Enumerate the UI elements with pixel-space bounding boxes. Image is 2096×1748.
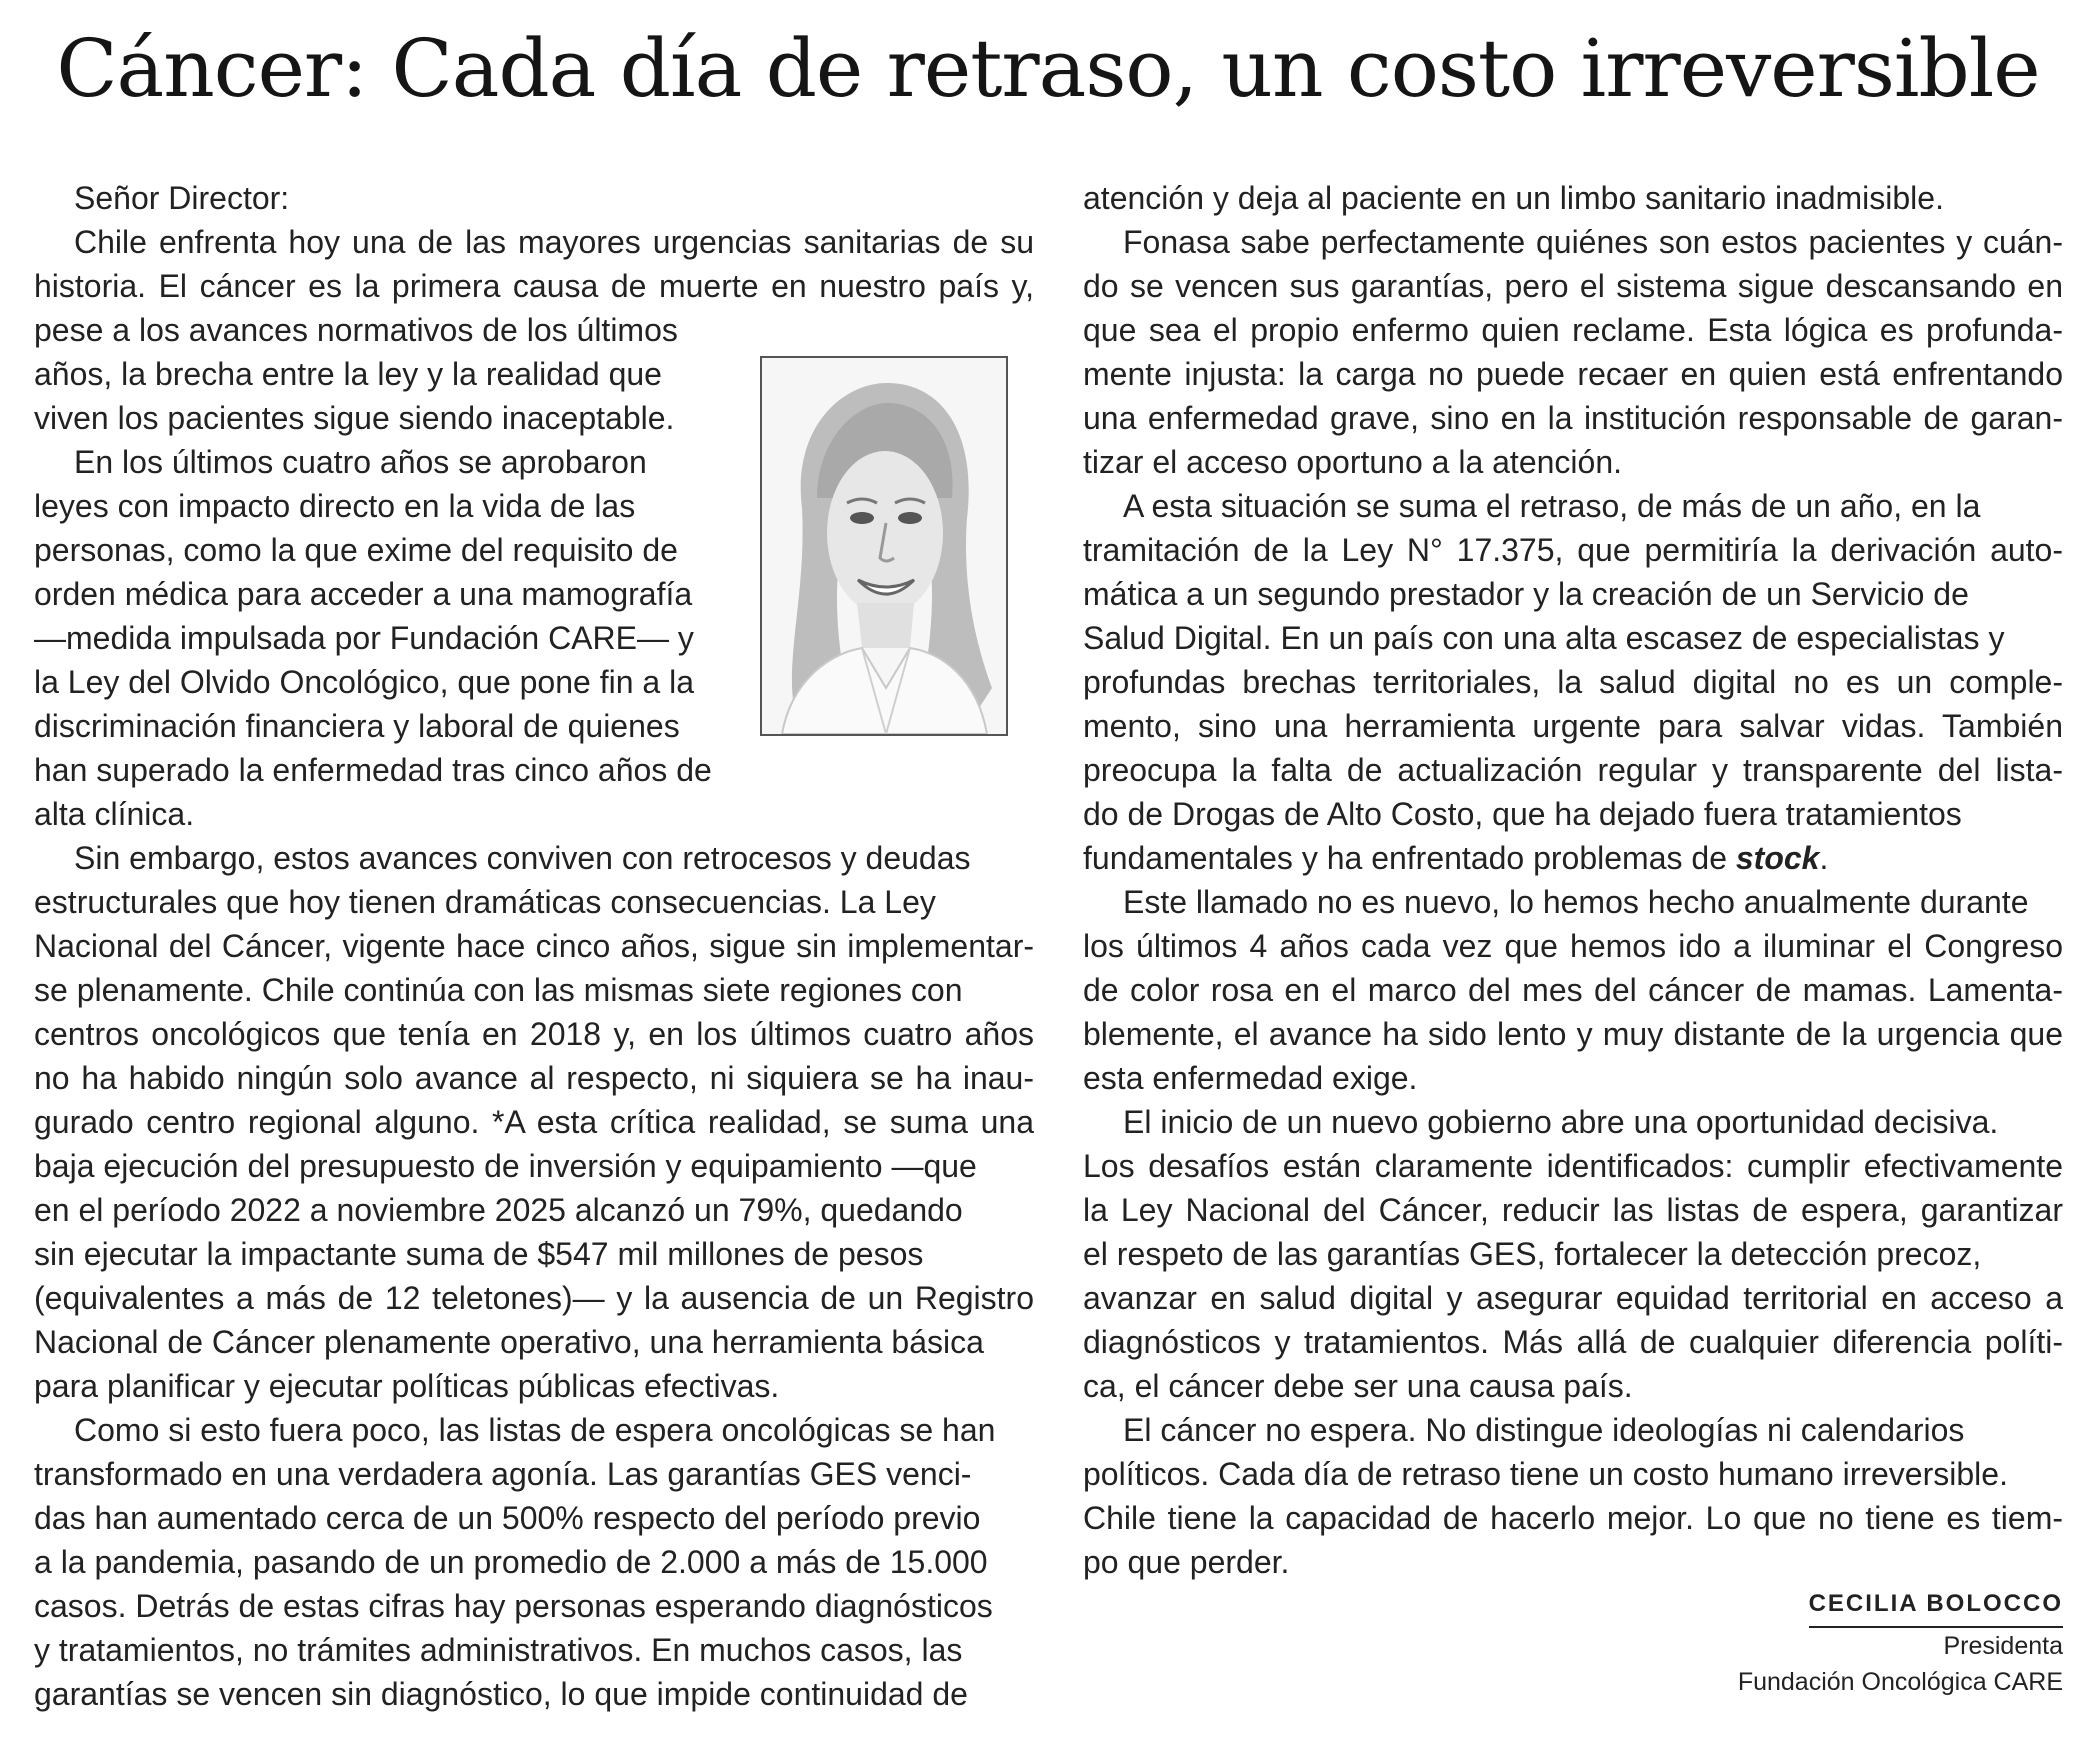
text-line: Sin embargo, estos avances conviven con retrocesos y deudas [74,840,971,876]
text-line: A esta situación se suma el retraso, de más de un año, en la [1123,488,1981,524]
signature [1738,1586,2063,1700]
text-line: esta enfermedad exige. [1083,1060,1418,1096]
text-line: los últimos 4 años cada vez que hemos ido a iluminar el Congreso [1083,928,2063,964]
text-line: (equivalentes a más de 12 teletones)— y la ausencia de un Registro [34,1280,1034,1316]
text-line: personas, como la que exime del requisito de [34,532,678,568]
text-line: historia. El cáncer es la primera causa de muerte en nuestro país y, [34,268,1034,304]
text-line: Como si esto fuera poco, las listas de espera oncológicas se han [74,1412,996,1448]
headline: Cáncer: Cada día de retraso, un costo irreversible [56,22,2040,115]
text-line: —medida impulsada por Fundación CARE— y [34,620,694,656]
text-line: preocupa la falta de actualización regular y transparente del lista- [1083,752,2063,788]
text-line: a la pandemia, pasando de un promedio de 2.000 a más de 15.000 [34,1544,988,1580]
text-line: do se vencen sus garantías, pero el sistema sigue descansando en [1083,268,2063,304]
text-line: garantías se vencen sin diagnóstico, lo que impide continuidad de [34,1676,968,1712]
text-line: alta clínica. [34,796,195,832]
text-line: El inicio de un nuevo gobierno abre una oportunidad decisiva. [1123,1104,1999,1140]
signature-organization: Fundación Oncológica CARE [1737,1668,2063,1696]
text-line: para planificar y ejecutar políticas públicas efectivas. [34,1368,780,1404]
text-line: el respeto de las garantías GES, fortalecer la detección precoz, [1083,1236,1982,1272]
text-line: casos. Detrás de estas cifras hay personas esperando diagnósticos [34,1588,993,1624]
text-line: centros oncológicos que tenía en 2018 y, en los últimos cuatro años [34,1016,1034,1052]
text-line: leyes con impacto directo en la vida de las [34,488,636,524]
text-line: que sea el propio enfermo quien reclame. Esta lógica es profunda- [1083,312,2063,348]
text-line: Nacional del Cáncer, vigente hace cinco años, sigue sin implementar- [34,928,1034,964]
text-line: tizar el acceso oportuno a la atención. [1083,444,1622,480]
text-line: Señor Director: [74,180,290,216]
text-line: Fonasa sabe perfectamente quiénes son estos pacientes y cuán- [1123,224,2063,260]
text-line: diagnósticos y tratamientos. Más allá de cualquier diferencia políti- [1083,1324,2063,1360]
text-line: das han aumentado cerca de un 500% respecto del período previo [34,1500,981,1536]
text-line: pese a los avances normativos de los últimos [34,312,678,348]
text-line: profundas brechas territoriales, la salud digital no es un comple- [1083,664,2063,700]
text-line: Chile enfrenta hoy una de las mayores urgencias sanitarias de su [74,224,1034,260]
text-line: Salud Digital. En un país con una alta escasez de especialistas y [1083,620,2005,656]
text-line: fundamentales y ha enfrentado problemas de stock. [1083,840,1829,876]
text-line: Chile tiene la capacidad de hacerlo mejor. Lo que no tiene es tiem- [1083,1500,2063,1536]
text-line: El cáncer no espera. No distingue ideologías ni calendarios [1123,1412,1965,1448]
text-line: po que perder. [1083,1544,1290,1580]
text-line: políticos. Cada día de retraso tiene un costo humano irreversible. [1083,1456,2008,1492]
text-line: do de Drogas de Alto Costo, que ha dejado fuera tratamientos [1083,796,1962,832]
text-line: una enfermedad grave, sino en la institución responsable de garan- [1083,400,2063,436]
text-line: han superado la enfermedad tras cinco años de [34,752,712,788]
text-line: Este llamado no es nuevo, lo hemos hecho anualmente durante [1123,884,2029,920]
text-line: viven los pacientes sigue siendo inaceptable. [34,400,675,436]
text-line: de color rosa en el marco del mes del cáncer de mamas. Lamenta- [1083,972,2063,1008]
text-line: se plenamente. Chile continúa con las mismas siete regiones con [34,972,963,1008]
text-line: gurado centro regional alguno. *A esta crítica realidad, se suma una [34,1104,1034,1140]
text-line: discriminación financiera y laboral de quienes [34,708,680,744]
text-line: la Ley Nacional del Cáncer, reducir las listas de espera, garantizar [1083,1192,2063,1228]
signature-role: Presidenta [1943,1632,2063,1660]
text-line: baja ejecución del presupuesto de inversión y equipamiento —que [34,1148,977,1184]
text-line: tramitación de la Ley N° 17.375, que permitiría la derivación auto- [1083,532,2063,568]
text-line: blemente, el avance ha sido lento y muy distante de la urgencia que [1083,1016,2063,1052]
signature-name: CECILIA BOLOCCO [1809,1586,2063,1628]
text-line: sin ejecutar la impactante suma de $547 mil millones de pesos [34,1236,924,1272]
text-line: mática a un segundo prestador y la creación de un Servicio de [1083,576,1969,612]
text-line: mente injusta: la carga no puede recaer en quien está enfrentando [1083,356,2063,392]
text-line: mento, sino una herramienta urgente para salvar vidas. También [1083,708,2063,744]
text-line: no ha habido ningún solo avance al respecto, ni siquiera se ha inau- [34,1060,1034,1096]
text-line: Nacional de Cáncer plenamente operativo, una herramienta básica [34,1324,984,1360]
text-line: en el período 2022 a noviembre 2025 alcanzó un 79%, quedando [34,1192,963,1228]
text-line: transformado en una verdadera agonía. Las garantías GES venci- [34,1456,972,1492]
text-line: avanzar en salud digital y asegurar equidad territorial en acceso a [1083,1280,2063,1316]
text-line: y tratamientos, no trámites administrativos. En muchos casos, las [34,1632,963,1668]
text-line: años, la brecha entre la ley y la realidad que [34,356,662,392]
text-line: ca, el cáncer debe ser una causa país. [1083,1368,1633,1404]
text-line: estructurales que hoy tienen dramáticas consecuencias. La Ley [34,884,936,920]
text-line: Los desafíos están claramente identificados: cumplir efectivamente [1083,1148,2063,1184]
text-line: atención y deja al paciente en un limbo sanitario inadmisible. [1083,180,1944,216]
text-line: orden médica para acceder a una mamografía [34,576,693,612]
text-line: la Ley del Olvido Oncológico, que pone fin a la [34,664,694,700]
letter-column-right [1083,176,2063,1584]
text-line: En los últimos cuatro años se aprobaron [74,444,647,480]
author-portrait [760,356,1008,736]
